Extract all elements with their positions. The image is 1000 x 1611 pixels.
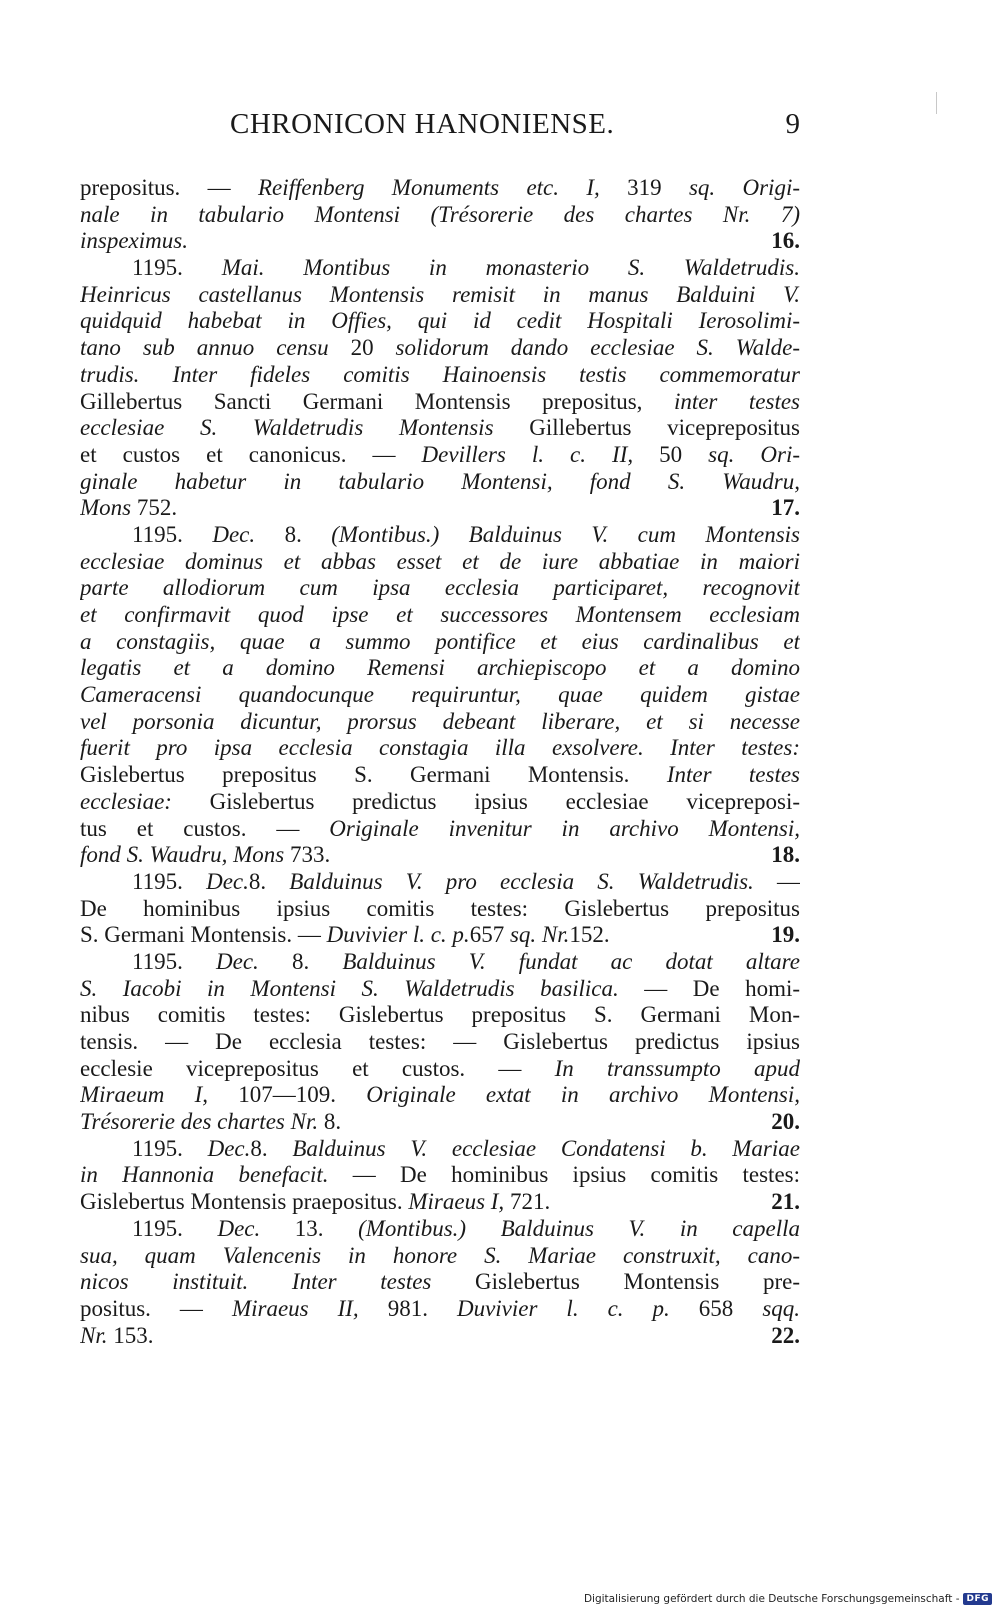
text-line [80, 1243, 800, 1270]
text-line [80, 335, 800, 362]
text-segment: Dec. [206, 868, 249, 894]
text-line [80, 442, 800, 469]
entry-final-line [80, 1323, 800, 1350]
text-segment: Heinricus castellanus Montensis remisit in manus Balduini V. [80, 281, 800, 307]
text-line [80, 629, 800, 656]
text-line [80, 282, 800, 309]
text-line [80, 522, 800, 549]
text-segment: — [753, 868, 800, 894]
text-segment: legatis et a domino Remensi archiepiscopo et a domino [80, 655, 800, 681]
text-segment: 8. [258, 948, 343, 974]
text-segment: Originale extat in archivo Montensi, [366, 1082, 800, 1108]
text-segment: Gislebertus predictus ipsius ecclesiae vicepreposi- [171, 788, 800, 814]
text-segment: 319 [599, 175, 689, 200]
text-segment: In transsumpto apud [554, 1055, 800, 1081]
text-segment: — De homi- [618, 975, 800, 1001]
text-segment: tano sub annuo censu [80, 335, 329, 361]
text-line [80, 389, 800, 416]
text-line [80, 816, 800, 843]
text-line [80, 255, 800, 282]
text-segment: 8. [255, 521, 332, 547]
text-line [80, 949, 800, 976]
text-segment: nale in tabulario Montensi (Trésorerie des chartes Nr. 7) [80, 201, 800, 227]
entry-final-line [80, 495, 800, 522]
text-segment: positus. — [80, 1295, 232, 1321]
text-segment: sq. Ori- [708, 441, 800, 467]
text-line [80, 1029, 800, 1056]
text-segment: Inter testes [666, 762, 800, 788]
text-segment: Dec. [207, 1135, 251, 1161]
entry-number: 20. [771, 1109, 800, 1135]
entry-final-text [80, 1109, 341, 1136]
text-segment: Gillebertus viceprepositus [493, 415, 800, 441]
text-segment: tus et custos. — [80, 815, 330, 841]
text-segment: (Montibus.) Balduinus V. in capella [358, 1215, 800, 1241]
text-segment: 981. [358, 1295, 457, 1321]
text-segment: 13. [260, 1215, 359, 1241]
text-segment: Gislebertus prepositus S. Germani Montensis. [80, 762, 667, 788]
text-segment: 20 [328, 335, 396, 361]
text-segment: Gislebertus Montensis praepositus. [80, 1189, 409, 1215]
text-line [80, 575, 800, 602]
main-text [80, 175, 800, 1349]
entry-final-line [80, 1109, 800, 1136]
running-title: CHRONICON HANONIENSE. [230, 108, 615, 140]
text-segment: ecclesiae: [80, 788, 172, 814]
text-segment: Duvivier l. c. p. [326, 922, 470, 948]
text-segment: Mai. Montibus in monasterio S. Waldetrudis. [221, 255, 800, 281]
page-number: 9 [785, 108, 800, 140]
text-segment: Gillebertus Sancti Germani Montensis prepositus, [80, 388, 674, 414]
text-segment: 657 [469, 922, 510, 948]
text-line [80, 1056, 800, 1083]
text-line [80, 682, 800, 709]
text-segment: Originale invenitur in archivo Montensi, [329, 815, 800, 841]
text-line [80, 1269, 800, 1296]
text-segment: ecclesie viceprepositus et custos. — [80, 1055, 555, 1081]
text-segment: sq. Origi- [688, 175, 800, 200]
text-line [80, 1162, 800, 1189]
entry-final-line [80, 228, 800, 255]
entry-number: 19. [771, 922, 800, 948]
text-line [80, 1216, 800, 1243]
text-segment: 50 [633, 441, 709, 467]
text-segment: sq. Nr. [509, 922, 570, 948]
footer-text: Digitalisierung gefördert durch die Deutsche Forschungsgemeinschaft - [583, 1593, 960, 1605]
text-segment: prepositus. — [80, 175, 258, 200]
text-segment: Devillers l. c. II, [421, 441, 634, 467]
text-segment: Miraeum I, [80, 1082, 208, 1108]
text-line [80, 976, 800, 1003]
text-segment: — De hominibus ipsius comitis testes: [328, 1162, 800, 1188]
text-segment: S. Iacobi in Montensi S. Waldetrudis basilica. [80, 975, 619, 1001]
text-segment: Balduinus V. ecclesiae Condatensi b. Mariae [292, 1135, 800, 1161]
text-segment: 8. [250, 1135, 293, 1161]
text-segment: Balduinus V. fundat ac dotat altare [342, 948, 800, 974]
entry-final-text [80, 1189, 550, 1216]
text-line [80, 1082, 800, 1109]
text-line [80, 1296, 800, 1323]
entry-final-line [80, 922, 800, 949]
text-segment: 152. [569, 922, 610, 948]
text-segment: 1195. [132, 1215, 218, 1241]
text-segment: nicos instituit. Inter testes [80, 1269, 432, 1295]
text-line [80, 655, 800, 682]
text-segment: parte allodiorum cum ipsa ecclesia participaret, recognovit [80, 575, 800, 601]
text-segment: a constagiis, quae a summo pontifice et eius cardinalibus et [80, 628, 800, 654]
entry-final-text [80, 1323, 154, 1350]
text-segment: 8. [318, 1109, 342, 1135]
text-segment: S. Germani Montensis. — [80, 922, 327, 948]
text-segment: Balduinus V. pro ecclesia S. Waldetrudis. [289, 868, 754, 894]
text-segment: inspeximus. [80, 228, 188, 254]
text-line [80, 175, 800, 202]
text-segment: 658 [669, 1295, 763, 1321]
text-segment: inter testes [673, 388, 800, 414]
text-line [80, 415, 800, 442]
text-segment: Dec. [212, 521, 256, 547]
footer [584, 1593, 992, 1605]
entry-final-text [80, 842, 330, 869]
page-header [80, 108, 800, 148]
entry-number: 22. [771, 1322, 800, 1348]
entry-number: 21. [771, 1189, 800, 1215]
text-segment: in Hannonia benefacit. [80, 1162, 329, 1188]
text-segment: Cameracensi quandocunque requiruntur, quae quidem gistae [80, 682, 800, 708]
text-segment: Trésorerie des chartes Nr. [80, 1109, 319, 1135]
text-line [80, 709, 800, 736]
text-segment: fuerit pro ipsa ecclesia constagia illa exsolvere. Inter testes: [80, 735, 800, 761]
text-segment: 752. [131, 495, 178, 521]
text-segment: et confirmavit quod ipse et successores Montensem ecclesiam [80, 602, 800, 627]
entry-final-text [80, 922, 610, 949]
text-line [80, 735, 800, 762]
text-segment: nibus comitis testes: Gislebertus prepositus S. Germani Mon- [80, 1002, 800, 1028]
entry-number: 17. [771, 495, 800, 521]
text-line [80, 789, 800, 816]
text-segment: Dec. [217, 1215, 261, 1241]
text-segment: 8. [248, 868, 290, 894]
entry-number: 18. [771, 842, 800, 868]
text-segment: Miraeus I, [408, 1189, 505, 1215]
text-segment: Gislebertus Montensis pre- [431, 1269, 800, 1295]
text-segment: De hominibus ipsius comitis testes: Gislebertus prepositus [80, 895, 800, 921]
text-segment: Miraeus II, [231, 1295, 359, 1321]
text-segment: trudis. Inter fideles comitis Hainoensis testis commemoratur [80, 361, 800, 387]
text-line [80, 308, 800, 335]
text-segment: vel porsonia dicuntur, prorsus debeant liberare, et si necesse [80, 708, 800, 734]
text-segment: Reiffenberg Monuments etc. I, [258, 175, 600, 200]
entry-final-text [80, 495, 177, 522]
text-line [80, 896, 800, 923]
text-line [80, 362, 800, 389]
text-segment: 1195. [132, 255, 222, 281]
text-line [80, 602, 800, 629]
text-line [80, 469, 800, 496]
text-segment: 153. [107, 1322, 154, 1348]
text-segment: 1195. [132, 868, 207, 894]
entry-final-text [80, 228, 188, 255]
text-segment: sua, quam Valencenis in honore S. Mariae construxit, cano- [80, 1242, 800, 1268]
text-segment: quidquid habebat in Offies, qui id cedit Hospitali Ierosolimi- [80, 308, 800, 334]
entry-final-line [80, 1189, 800, 1216]
text-line [80, 202, 800, 229]
margin-mark [936, 92, 939, 114]
text-line [80, 549, 800, 576]
text-segment: Duvivier l. c. p. [456, 1295, 670, 1321]
entry-number: 16. [771, 228, 800, 254]
entry-final-line [80, 842, 800, 869]
text-segment: (Montibus.) Balduinus V. cum Montensis [331, 521, 800, 547]
text-segment: tensis. — De ecclesia testes: — Gislebertus predictus ipsius [80, 1029, 800, 1054]
text-segment: ginale habetur in tabulario Montensi, fond S. Waudru, [80, 468, 800, 494]
text-segment: Dec. [216, 948, 259, 974]
text-segment: 107—109. [207, 1082, 367, 1108]
text-segment: 1195. [132, 948, 217, 974]
text-line [80, 1136, 800, 1163]
dfg-logo: DFG [963, 1593, 992, 1605]
text-segment: Nr. [80, 1322, 108, 1348]
text-segment: et custos et canonicus. — [80, 441, 422, 467]
text-segment: Mons [80, 495, 132, 521]
text-line [80, 869, 800, 896]
text-segment: 733. [284, 842, 331, 868]
text-segment: 1195. [132, 1135, 208, 1161]
text-line [80, 1002, 800, 1029]
text-segment: fond S. Waudru, Mons [80, 842, 285, 868]
text-line [80, 762, 800, 789]
text-segment: solidorum dando ecclesiae S. Walde- [395, 335, 800, 361]
text-segment: 721. [504, 1189, 551, 1215]
text-segment: ecclesiae S. Waldetrudis Montensis [80, 415, 494, 441]
text-segment: ecclesiae dominus et abbas esset et de iure abbatiae in maiori [80, 548, 800, 574]
text-segment: 1195. [132, 521, 213, 547]
text-segment: sqq. [762, 1295, 800, 1321]
